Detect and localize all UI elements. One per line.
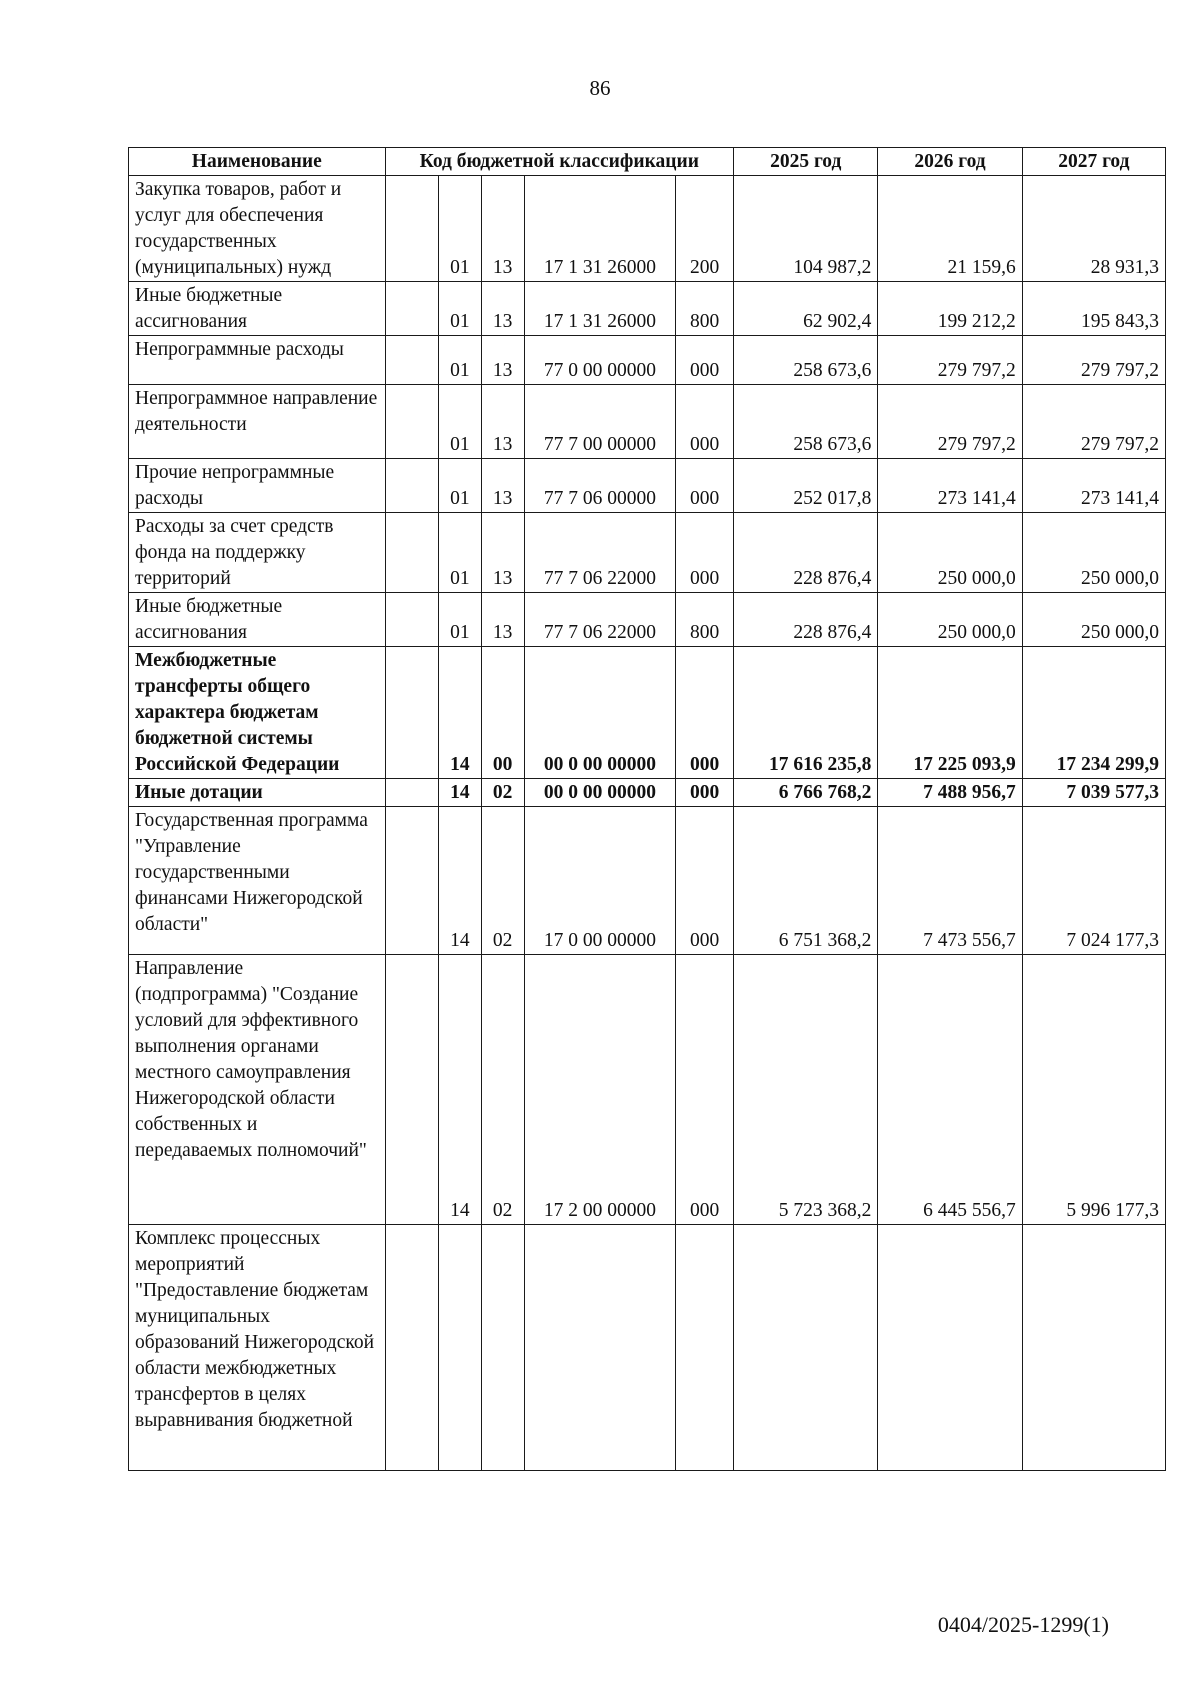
table-row bbox=[129, 807, 1166, 955]
table-row bbox=[129, 647, 1166, 779]
cell-code-blank bbox=[385, 1225, 438, 1471]
cell-code-expense-type: 800 bbox=[676, 593, 734, 647]
table-row bbox=[129, 176, 1166, 282]
cell-value-2025: 258 673,6 bbox=[734, 336, 878, 385]
cell-code-expense-type: 000 bbox=[676, 779, 734, 807]
cell-code-target: 00 0 00 00000 bbox=[524, 779, 676, 807]
cell-code-blank bbox=[385, 459, 438, 513]
cell-code-target: 77 7 06 00000 bbox=[524, 459, 676, 513]
cell-value-2026: 7 488 956,7 bbox=[878, 779, 1022, 807]
cell-name: Расходы за счет средств фонда на поддержку территорий bbox=[129, 513, 386, 593]
cell-code-section: 01 bbox=[439, 459, 482, 513]
table-row bbox=[129, 955, 1166, 1225]
cell-code-expense-type: 000 bbox=[676, 459, 734, 513]
cell-value-2027: 17 234 299,9 bbox=[1022, 647, 1165, 779]
cell-code-subsection: 13 bbox=[481, 513, 524, 593]
cell-code-subsection: 13 bbox=[481, 593, 524, 647]
cell-value-2025: 5 723 368,2 bbox=[734, 955, 878, 1225]
cell-code-target: 77 7 06 22000 bbox=[524, 513, 676, 593]
cell-value-2025: 258 673,6 bbox=[734, 385, 878, 459]
cell-code-section: 14 bbox=[439, 807, 482, 955]
cell-value-2026: 17 225 093,9 bbox=[878, 647, 1022, 779]
cell-value-2026: 250 000,0 bbox=[878, 593, 1022, 647]
cell-code-section: 01 bbox=[439, 282, 482, 336]
cell-value-2026: 273 141,4 bbox=[878, 459, 1022, 513]
cell-code-target: 17 1 31 26000 bbox=[524, 282, 676, 336]
header-name: Наименование bbox=[129, 148, 386, 176]
cell-code-target: 00 0 00 00000 bbox=[524, 647, 676, 779]
cell-code-expense-type bbox=[676, 1225, 734, 1471]
table-row bbox=[129, 385, 1166, 459]
cell-code-subsection: 02 bbox=[481, 779, 524, 807]
table-row bbox=[129, 459, 1166, 513]
table-row bbox=[129, 336, 1166, 385]
cell-code-section: 01 bbox=[439, 513, 482, 593]
header-2026: 2026 год bbox=[878, 148, 1022, 176]
cell-value-2027: 28 931,3 bbox=[1022, 176, 1165, 282]
cell-value-2025: 228 876,4 bbox=[734, 593, 878, 647]
cell-code-blank bbox=[385, 385, 438, 459]
cell-code-subsection: 13 bbox=[481, 459, 524, 513]
cell-code-subsection: 02 bbox=[481, 955, 524, 1225]
cell-code-blank bbox=[385, 955, 438, 1225]
cell-code-subsection: 00 bbox=[481, 647, 524, 779]
header-2027: 2027 год bbox=[1022, 148, 1165, 176]
cell-code-expense-type: 000 bbox=[676, 385, 734, 459]
cell-value-2025: 6 751 368,2 bbox=[734, 807, 878, 955]
cell-code-expense-type: 000 bbox=[676, 336, 734, 385]
cell-value-2027: 279 797,2 bbox=[1022, 385, 1165, 459]
cell-value-2025: 252 017,8 bbox=[734, 459, 878, 513]
cell-code-subsection bbox=[481, 1225, 524, 1471]
cell-name: Иные бюджетные ассигнования bbox=[129, 593, 386, 647]
cell-code-target: 77 7 00 00000 bbox=[524, 385, 676, 459]
cell-value-2026: 250 000,0 bbox=[878, 513, 1022, 593]
cell-code-subsection: 13 bbox=[481, 336, 524, 385]
cell-value-2026: 279 797,2 bbox=[878, 336, 1022, 385]
budget-table bbox=[128, 147, 1166, 1471]
cell-code-subsection: 13 bbox=[481, 176, 524, 282]
cell-code-target: 77 7 06 22000 bbox=[524, 593, 676, 647]
cell-code-target: 77 0 00 00000 bbox=[524, 336, 676, 385]
header-code: Код бюджетной классификации bbox=[385, 148, 734, 176]
table-row bbox=[129, 593, 1166, 647]
cell-value-2027: 250 000,0 bbox=[1022, 593, 1165, 647]
cell-name: Непрограммное направление деятельности bbox=[129, 385, 386, 459]
cell-name: Государственная программа "Управление государственными финансами Нижегородской области" bbox=[129, 807, 386, 955]
cell-code-target: 17 0 00 00000 bbox=[524, 807, 676, 955]
cell-code-section: 14 bbox=[439, 955, 482, 1225]
cell-code-blank bbox=[385, 336, 438, 385]
cell-value-2026: 21 159,6 bbox=[878, 176, 1022, 282]
cell-code-section: 01 bbox=[439, 385, 482, 459]
cell-value-2027: 5 996 177,3 bbox=[1022, 955, 1165, 1225]
cell-code-target: 17 2 00 00000 bbox=[524, 955, 676, 1225]
cell-value-2027: 273 141,4 bbox=[1022, 459, 1165, 513]
cell-code-section: 14 bbox=[439, 779, 482, 807]
table-row bbox=[129, 282, 1166, 336]
cell-code-section: 01 bbox=[439, 176, 482, 282]
cell-code-target: 17 1 31 26000 bbox=[524, 176, 676, 282]
cell-value-2027 bbox=[1022, 1225, 1165, 1471]
table-header-row bbox=[129, 148, 1166, 176]
page-number: 86 bbox=[589, 76, 611, 100]
cell-code-expense-type: 200 bbox=[676, 176, 734, 282]
table-row bbox=[129, 1225, 1166, 1471]
cell-code-expense-type: 000 bbox=[676, 513, 734, 593]
cell-code-blank bbox=[385, 282, 438, 336]
cell-name: Межбюджетные трансферты общего характера бюджетам бюджетной системы Российской Федерации bbox=[129, 647, 386, 779]
cell-name: Прочие непрограммные расходы bbox=[129, 459, 386, 513]
cell-code-blank bbox=[385, 779, 438, 807]
cell-value-2026 bbox=[878, 1225, 1022, 1471]
cell-code-expense-type: 000 bbox=[676, 955, 734, 1225]
table-body bbox=[129, 176, 1166, 1471]
cell-code-expense-type: 000 bbox=[676, 647, 734, 779]
cell-name: Направление (подпрограмма) "Создание условий для эффективного выполнения органами местного самоуправления Нижегородской области собственных и передаваемых полномочий" bbox=[129, 955, 386, 1225]
cell-code-section bbox=[439, 1225, 482, 1471]
cell-value-2026: 199 212,2 bbox=[878, 282, 1022, 336]
cell-code-expense-type: 000 bbox=[676, 807, 734, 955]
cell-code-blank bbox=[385, 647, 438, 779]
cell-value-2025 bbox=[734, 1225, 878, 1471]
cell-name: Непрограммные расходы bbox=[129, 336, 386, 385]
cell-value-2026: 279 797,2 bbox=[878, 385, 1022, 459]
cell-value-2026: 7 473 556,7 bbox=[878, 807, 1022, 955]
cell-code-section: 01 bbox=[439, 593, 482, 647]
cell-code-blank bbox=[385, 176, 438, 282]
cell-value-2027: 250 000,0 bbox=[1022, 513, 1165, 593]
cell-value-2025: 104 987,2 bbox=[734, 176, 878, 282]
cell-code-target bbox=[524, 1225, 676, 1471]
cell-value-2027: 7 024 177,3 bbox=[1022, 807, 1165, 955]
cell-value-2025: 6 766 768,2 bbox=[734, 779, 878, 807]
cell-name: Иные бюджетные ассигнования bbox=[129, 282, 386, 336]
cell-code-blank bbox=[385, 513, 438, 593]
cell-name: Иные дотации bbox=[129, 779, 386, 807]
cell-value-2027: 7 039 577,3 bbox=[1022, 779, 1165, 807]
table-row bbox=[129, 513, 1166, 593]
cell-code-blank bbox=[385, 807, 438, 955]
cell-name: Закупка товаров, работ и услуг для обеспечения государственных (муниципальных) нужд bbox=[129, 176, 386, 282]
cell-code-subsection: 02 bbox=[481, 807, 524, 955]
table-row bbox=[129, 779, 1166, 807]
cell-code-section: 01 bbox=[439, 336, 482, 385]
cell-value-2025: 17 616 235,8 bbox=[734, 647, 878, 779]
cell-code-subsection: 13 bbox=[481, 385, 524, 459]
cell-value-2025: 228 876,4 bbox=[734, 513, 878, 593]
cell-code-blank bbox=[385, 593, 438, 647]
cell-code-section: 14 bbox=[439, 647, 482, 779]
document-code: 0404/2025-1299(1) bbox=[937, 1612, 1109, 1637]
cell-value-2027: 195 843,3 bbox=[1022, 282, 1165, 336]
cell-code-expense-type: 800 bbox=[676, 282, 734, 336]
cell-code-subsection: 13 bbox=[481, 282, 524, 336]
cell-name: Комплекс процессных мероприятий "Предоставление бюджетам муниципальных образований Нижегородской области межбюджетных трансфертов в целях выравнивания бюджетной bbox=[129, 1225, 386, 1471]
cell-value-2027: 279 797,2 bbox=[1022, 336, 1165, 385]
cell-value-2026: 6 445 556,7 bbox=[878, 955, 1022, 1225]
header-2025: 2025 год bbox=[734, 148, 878, 176]
cell-value-2025: 62 902,4 bbox=[734, 282, 878, 336]
